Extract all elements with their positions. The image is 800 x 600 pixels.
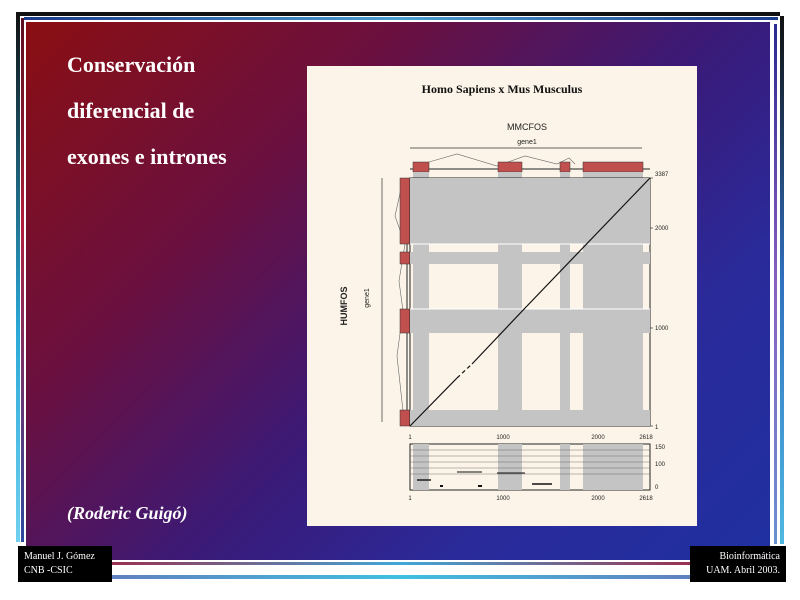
title-line-3: exones e intrones (67, 144, 227, 169)
cons-dot-1 (440, 485, 443, 487)
frame-top-line (20, 12, 780, 16)
author-credit: (Roderic Guigó) (67, 503, 188, 523)
side-exon-3 (400, 309, 410, 333)
top-exon-4 (583, 162, 643, 172)
cons-x-tick-1: 1 (408, 496, 412, 502)
cons-vband-3 (560, 444, 570, 490)
cons-y-tick-3: 0 (655, 485, 659, 491)
cons-vband-1 (413, 444, 429, 490)
side-exon-4 (400, 410, 410, 426)
frame-right-line (780, 16, 784, 544)
footer-course-date: UAM. Abril 2003. (706, 565, 780, 576)
footer-author-institution: CNB -CSIC (24, 565, 73, 576)
frame-bottom-line-2 (112, 575, 690, 579)
top-exon-2 (498, 162, 522, 172)
cons-vband-4 (583, 444, 643, 490)
side-exon-2 (400, 252, 410, 264)
dotplot-svg (307, 66, 697, 526)
top-exon-4-stub (583, 172, 643, 178)
x-tick-label-3: 2000 (591, 435, 605, 441)
side-sequence-label: HUMFOS (339, 286, 349, 326)
figure-title: Homo Sapiens x Mus Musculus (421, 82, 583, 96)
y-tick-label-4: 1 (655, 425, 659, 431)
vband-1 (413, 178, 429, 426)
top-exon-1 (413, 162, 429, 172)
slide-title (67, 42, 297, 180)
footer-course-name: Bioinformática (719, 551, 780, 562)
footer-author-name: Manuel J. Gómez (24, 551, 95, 562)
x-tick-label-2: 1000 (496, 435, 510, 441)
side-gene-label: gene1 (364, 288, 371, 308)
title-line-1: Conservación (67, 52, 196, 77)
x-tick-label-4: 2618 (639, 435, 653, 441)
title-line-2: diferencial de (67, 98, 195, 123)
vband-2 (498, 178, 522, 426)
cons-y-tick-2: 100 (655, 462, 666, 468)
cons-x-tick-3: 2000 (591, 496, 605, 502)
cons-vband-2 (498, 444, 522, 490)
top-exon-1-stub (413, 172, 429, 178)
x-tick-label-1: 1 (408, 435, 412, 441)
footer-course-box (690, 546, 786, 582)
y-tick-label-1: 3387 (655, 172, 669, 178)
y-tick-label-2: 2000 (655, 226, 669, 232)
alignment-figure (307, 66, 697, 526)
vband-3 (560, 178, 570, 426)
y-tick-label-3: 1000 (655, 326, 669, 332)
cons-y-tick-1: 150 (655, 445, 666, 451)
vband-4 (583, 178, 643, 426)
top-gene-label: gene1 (517, 139, 537, 146)
frame-bottom-line (112, 562, 690, 565)
top-exon-2-stub (498, 172, 522, 178)
cons-dot-2 (478, 485, 482, 487)
top-exon-3-stub (560, 172, 570, 178)
cons-x-tick-2: 1000 (496, 496, 510, 502)
top-exon-3 (560, 162, 570, 172)
cons-x-tick-4: 2618 (639, 496, 653, 502)
frame-left-line (16, 12, 20, 542)
frame-top-line-2 (24, 17, 778, 20)
frame-right-line-2 (774, 24, 777, 544)
top-sequence-label: MMCFOS (507, 122, 547, 132)
side-exon-1 (400, 178, 410, 244)
footer-author-box (18, 546, 112, 582)
frame-left-line-2 (21, 18, 24, 542)
